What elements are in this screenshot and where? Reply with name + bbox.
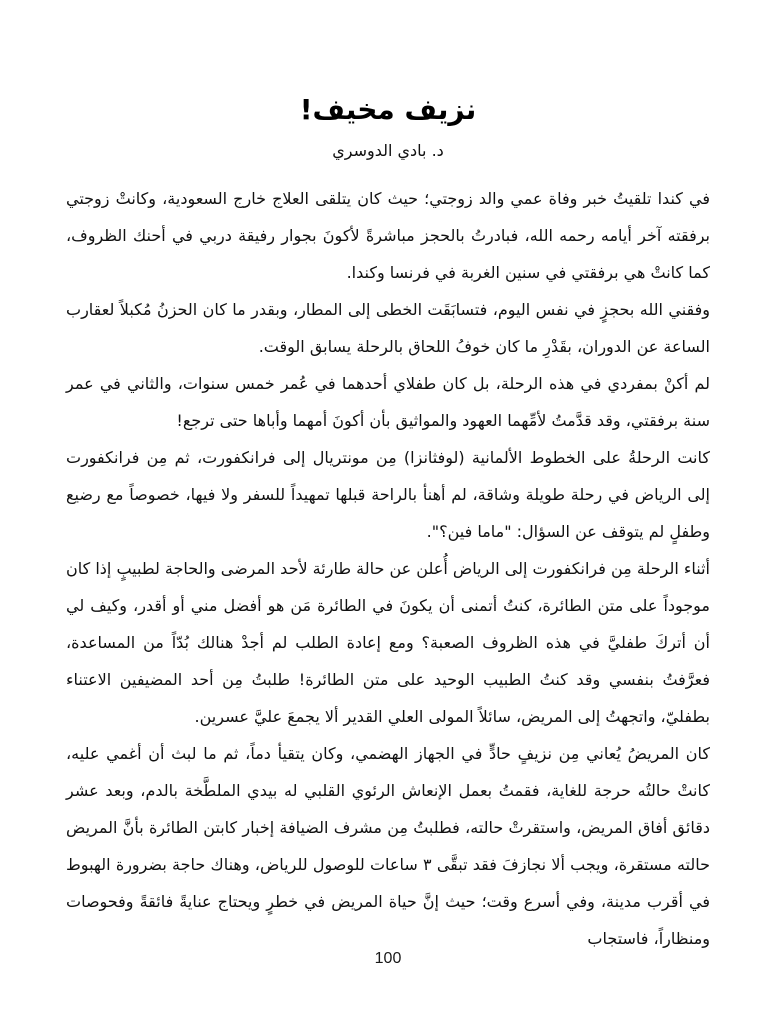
article-body [66,180,710,957]
page-number: 100 [374,950,402,967]
page-title: نزيف مخيف! [299,93,477,126]
paragraph-5: أثناء الرحلة مِن فرانكفورت إلى الرياض أُعلن عن حالة طارئة لأحد المرضى والحاجة لطبيبٍ إذا كان موجوداً على متن الطائرة، كنتُ أتمنى أن يكونَ في الطائرة مَن هو أفضل مني أو أقدر، وكيف لي أن أتركَ طفليَّ في هذه الظروف الصعبة؟ ومع إعادة الطلب لم أجدْ هنالك بُدّاً من المساعدة، فعرَّفتُ بنفسي وقد كنتُ الطبيب الوحيد على متن الطائرة! طلبتُ مِن أحد المضيفين الاعتناء بطفليّ، واتجهتُ إلى المريض، سائلاً المولى العلي القدير ألا يجمعَ عليَّ عسرين. [66,559,710,726]
paragraph-4: كانت الرحلةُ على الخطوط الألمانية (لوفثانزا) مِن مونتريال إلى فرانكفورت، ثم مِن فرانكفورت إلى الرياض في رحلة طويلة وشاقة، لم أهنأ بالراحة قبلها تمهيداً للسفر ولا فيها، خصوصاً مع رضيع وطفلٍ لم يتوقف عن السؤال: "ماما فين؟". [66,448,710,541]
paragraph-6: كان المريضُ يُعاني مِن نزيفٍ حادٍّ في الجهاز الهضمي، وكان يتقيأ دماً، ثم ما لبث أن أغمي عليه، كانتْ حالتُه حرجة للغاية، فقمتُ بعمل الإنعاش الرئوي القلبي له بيدي الملطَّخة بالدم، وبعد عشر دقائق أفاق المريض، واستقرتْ حالته، فطلبتُ مِن مشرف الضيافة إخبار كابتن الطائرة بأنَّ المريض حالته مستقرة، ويجب ألا نجازفَ فقد تبقَّى ٣ ساعات للوصول للرياض، وهناك حاجة بضرورة الهبوط في أقرب مدينة، وفي أسرع وقت؛ حيث إنَّ حياة المريض في خطرٍ ويحتاج عنايةً فائقةً وفحوصات ومنظاراً، فاستجاب [66,744,710,948]
paragraph-1: في كندا تلقيتُ خبر وفاة عمي والد زوجتي؛ حيث كان يتلقى العلاج خارج السعودية، وكانتْ زوجتي برفقته آخر أيامه رحمه الله، فبادرتُ بالحجز مباشرةً لأكونَ بجوار رفيقة دربي في أحنك الظروف، كما كانتْ هي برفقتي في سنين الغربة في فرنسا وكندا. [66,189,710,282]
author-byline: د. بادي الدوسري [332,141,444,160]
paragraph-2: وفقني الله بحجزٍ في نفس اليوم، فتسابَقَت الخطى إلى المطار، وبقدر ما كان الحزنُ مُكبلاً لعقارب الساعة عن الدوران، بقَدْرِ ما كان خوفُ اللحاق بالرحلة يسابق الوقت. [66,300,710,356]
paragraph-3: لم أكنْ بمفردي في هذه الرحلة، بل كان طفلاي أحدهما في عُمر خمس سنوات، والثاني في عمر سنة برفقتي، وقد قدَّمتُ لأمِّهما العهود والمواثيق بأن أكونَ أمهما وأباها حتى ترجع! [66,374,710,430]
